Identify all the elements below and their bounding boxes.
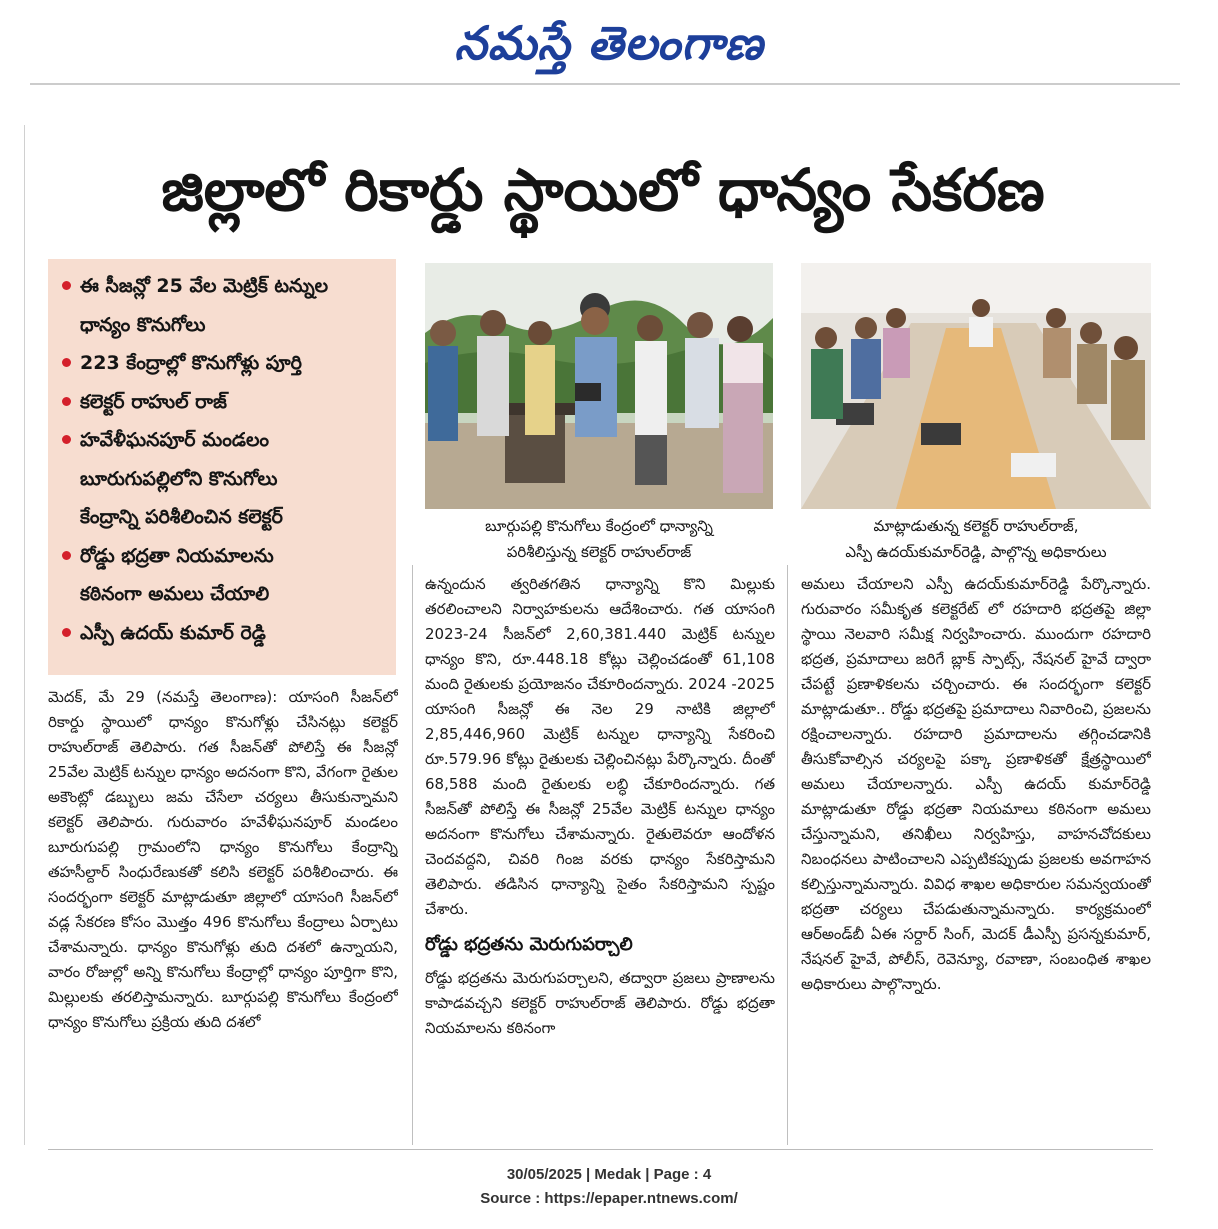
highlight-line: కేంద్రాన్ని పరిశీలించిన కలెక్టర్ <box>80 506 283 528</box>
masthead-logo: నమస్తే తెలంగాణ <box>454 16 764 70</box>
highlight-item <box>62 267 386 344</box>
highlight-line: ఈ సీజన్లో 25 వేల మెట్రిక్ టన్నుల <box>80 275 329 297</box>
column-divider <box>412 565 413 1145</box>
highlight-item <box>62 383 386 422</box>
article-column-2 <box>425 572 775 1148</box>
bottom-divider <box>48 1149 1153 1150</box>
column-text: అమలు చేయాలని ఎస్పీ ఉదయ్‌కుమార్‌రెడ్డి పేర్కొన్నారు. గురువారం సమీకృత కలెక్టరేట్ లో రహదారి భద్రతపై జిల్లా స్థాయి నెలవారి సమీక్ష నిర్వహించారు. ముందుగా రహదారి భద్రత, ప్రమాదాలు జరిగే బ్లాక్ స్పాట్స్, నేషనల్ హైవే ద్వారా చేపట్టే ప్రణాళికలను చర్చించారు. ఈ సందర్భంగా కలెక్టర్ మాట్లాడుతూ.. రోడ్డు భద్రతపై ప్రమాదాలు నివారించి, ప్రజలను రక్షించాలన్నారు. రహదారి ప్రమాదాలను తగ్గించడానికి తీసుకోవాల్సిన చర్యలపై పక్కా ప్రణాళికతో క్షేత్రస్థాయిలో అమలు చేయాలన్నారు. ఎస్పీ ఉదయ్ కుమార్‌రెడ్డి మాట్లాడుతూ రోడ్డు భద్రతా నియమాలు కఠినంగా అమలు చేస్తున్నామని, తనిఖీలు నిర్వహిస్తు, వాహనచోదకులు నిబంధనలు పాటించాలని ఎప్పటికప్పుడు ప్రజలకు అవగాహన కల్పిస్తున్నామన్నారు. వివిధ శాఖల అధికారుల సమన్వయంతో భద్రతా చర్యలు చేపడుతున్నామన్నారు. కార్యక్రమంలో ఆర్‌అండ్‌బీ ఏఈ సర్దార్ సింగ్, మెదక్ డీఎస్పీ ప్రసన్నకుమార్, నేషనల్ హైవే, పోలీస్, రెవెన్యూ, రవాణా, సంబంధిత శాఖల అధికారులు పాల్గొన్నారు. <box>801 575 1151 993</box>
column-text: ఉన్నందున త్వరితగతిన ధాన్యాన్ని కొని మిల్లుకు తరలించాలని నిర్వాహకులను ఆదేశించారు. గత యాసంగి 2023-24 సీజన్‌లో 2,60,381.440 మెట్రిక్ టన్నుల ధాన్యం కొని, రూ.448.18 కోట్లు చెల్లించడంతో 61,108 మంది రైతులకు ప్రయోజనం చేకూరిందన్నారు. 2024 -2025 యాసంగి సీజన్లో ఈ నెల 29 నాటికి జిల్లాలో 2,85,446,960 మెట్రిక్ టన్నుల ధాన్యాన్ని సేకరించి రూ.579.96 కోట్లు రైతులకు చెల్లించినట్లు పేర్కొన్నారు. దీంతో 68,588 మంది రైతులకు లబ్ధి చేకూరిందన్నారు. గత సీజన్‌తో పోలిస్తే ఈ సీజన్లో 25వేల మెట్రిక్ టన్నుల ధాన్యం అదనంగా కొనుగోలు చేశామన్నారు. రైతులెవరూ ఆందోళన చెందవద్దని, చివరి గింజ వరకు ధాన్యం సేకరిస్తామని తెలిపారు. తడిసిన ధాన్యాన్ని సైతం సేకరిస్తామని స్పష్టం చేశారు. <box>425 575 775 918</box>
edition-info: 30/05/2025 | Medak | Page : 4 <box>506 1166 712 1183</box>
column-text: రోడ్డు భద్రతను మెరుగుపర్చాలని, తద్వారా ప్రజలు ప్రాణాలను కాపాడవచ్చని కలెక్టర్ రాహుల్‌రాజ్ తెలిపారు. రోడ్డు భద్రతా నియమాలను కఠినంగా <box>425 969 775 1037</box>
bullet-icon <box>62 551 71 560</box>
procurement-centre-photo <box>425 263 773 509</box>
highlight-line: ఎస్పీ ఉదయ్ కుమార్ రెడ్డి <box>80 621 266 644</box>
highlight-item <box>62 537 386 614</box>
highlight-line: కలెక్టర్ రాహుల్ రాజ్ <box>80 390 227 413</box>
highlight-line: 223 కేంద్రాల్లో కొనుగోళ్లు పూర్తి <box>80 352 302 374</box>
highlights-box <box>48 259 396 675</box>
caption-line: మాట్లాడుతున్న కలెక్టర్ రాహుల్‌రాజ్, <box>873 517 1079 535</box>
column-divider <box>787 565 788 1145</box>
source-link[interactable]: Source : https://epaper.ntnews.com/ <box>480 1190 738 1207</box>
photo-caption <box>801 513 1151 565</box>
caption-line: బూర్గుపల్లి కొనుగోలు కేంద్రంలో ధాన్యాన్ని <box>485 517 713 535</box>
article-column-1 <box>48 685 398 1147</box>
caption-line: పరిశీలిస్తున్న కలెక్టర్ రాహుల్‌రాజ్ <box>506 543 692 561</box>
bullet-icon <box>62 397 71 406</box>
highlight-line: రోడ్డు భద్రతా నియమాలను <box>80 544 274 567</box>
highlight-item <box>62 344 386 383</box>
photo-caption <box>425 513 773 565</box>
article-column-3 <box>801 572 1151 1148</box>
review-meeting-photo <box>801 263 1151 509</box>
bullet-icon <box>62 628 71 637</box>
caption-line: ఎస్పీ ఉదయ్‌కుమార్‌రెడ్డి, పాల్గొన్న అధికారులు <box>845 543 1107 561</box>
bullet-icon <box>62 281 71 290</box>
left-page-edge <box>24 125 25 1145</box>
highlight-line: హవేళీఘనపూర్ మండలం <box>80 429 270 451</box>
column-text: మెదక్, మే 29 (నమస్తే తెలంగాణ): యాసంగి సీజన్‌లో రికార్డు స్థాయిలో ధాన్యం కొనుగోళ్లు చేసినట్లు కలెక్టర్ రాహుల్‌రాజ్ తెలిపారు. గత సీజన్‌తో పోలిస్తే ఈ సీజన్లో 25వేల మెట్రిక్ టన్నుల ధాన్యం అదనంగా కొని, వేగంగా రైతుల అకౌంట్లో డబ్బులు జమ చేసేలా చర్యలు తీసుకున్నామని కలెక్టర్ తెలిపారు. గురువారం హవేళీఘనపూర్ మండలం బూరుగుపల్లి గ్రామంలోని ధాన్యం కొనుగోలు కేంద్రాన్ని తహసీల్దార్ సింధురేణుకతో కలిసి కలెక్టర్ పరిశీలించారు. ఈ సందర్భంగా కలెక్టర్ మాట్లాడుతూ జిల్లాలో యాసంగి సీజన్‌లో వడ్ల సేకరణ కోసం మొత్తం 496 కొనుగోలు కేంద్రాలు ఏర్పాటు చేశామన్నారు. ధాన్యం కొనుగోళ్లు తుది దశలో ఉన్నాయని, వారం రోజుల్లో అన్ని కొనుగోలు కేంద్రాల్లో ధాన్యం పూర్తిగా కొని, మిల్లులకు తరలిస్తామన్నారు. బూర్గుపల్లి కొనుగోలు కేంద్రంలో ధాన్యం కొనుగోలు ప్రక్రియ తుది దశలో <box>48 688 398 1031</box>
subheading: రోడ్డు భద్రతను మెరుగుపర్చాలి <box>425 934 633 955</box>
highlight-item <box>62 614 386 653</box>
highlight-item <box>62 421 386 537</box>
masthead-divider <box>30 83 1180 85</box>
highlight-line: ధాన్యం కొనుగోలు <box>80 313 206 336</box>
bullet-icon <box>62 358 71 367</box>
article-headline: జిల్లాలో రికార్డు స్థాయిలో ధాన్యం సేకరణ <box>161 156 1045 224</box>
highlight-line: కఠినంగా అమలు చేయాలి <box>80 583 270 605</box>
bullet-icon <box>62 435 71 444</box>
highlight-line: బూరుగుపల్లిలోని కొనుగోలు <box>80 467 278 490</box>
